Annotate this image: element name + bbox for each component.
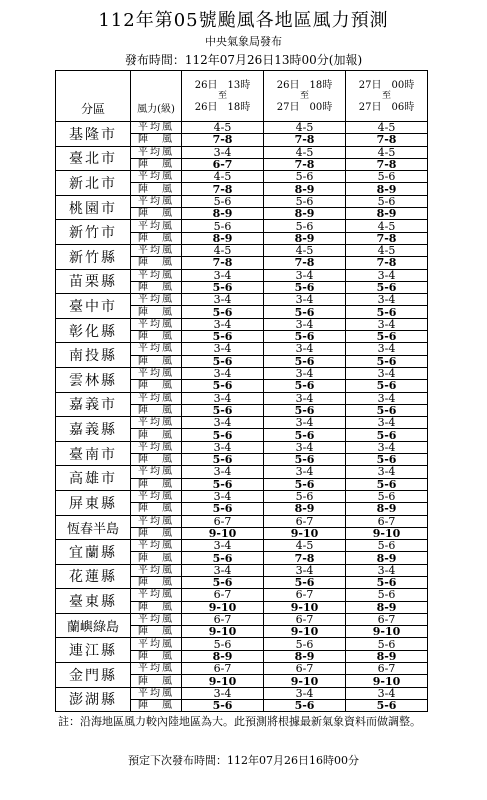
region-name: 南投縣	[56, 343, 131, 368]
gust-value: 5-6	[182, 478, 264, 490]
avg-wind-value: 5-6	[264, 490, 346, 502]
avg-wind-label: 平均風	[131, 564, 182, 576]
avg-wind-value: 3-4	[182, 343, 264, 355]
gust-value: 9-10	[264, 527, 346, 539]
region-name: 高雄市	[56, 466, 131, 491]
gust-value: 7-8	[346, 257, 428, 269]
gust-label: 陣 風	[131, 306, 182, 318]
gust-label: 陣 風	[131, 158, 182, 170]
gust-value: 5-6	[264, 699, 346, 711]
gust-label: 陣 風	[131, 429, 182, 441]
table-row	[56, 294, 428, 306]
avg-wind-value: 3-4	[346, 343, 428, 355]
gust-value: 5-6	[346, 454, 428, 466]
avg-wind-value: 5-6	[346, 540, 428, 552]
gust-value: 5-6	[182, 552, 264, 564]
gust-value: 5-6	[182, 576, 264, 588]
gust-value: 8-9	[182, 650, 264, 662]
region-name: 金門縣	[56, 663, 131, 688]
region-name: 雲林縣	[56, 367, 131, 392]
region-name: 嘉義市	[56, 392, 131, 417]
avg-wind-value: 5-6	[346, 490, 428, 502]
table-row	[56, 171, 428, 183]
gust-value: 5-6	[346, 404, 428, 416]
avg-wind-value: 5-6	[182, 638, 264, 650]
gust-value: 8-9	[264, 183, 346, 195]
table-row	[56, 122, 428, 134]
period-to: 至	[299, 90, 309, 101]
avg-wind-value: 4-5	[346, 122, 428, 134]
avg-wind-value: 3-4	[346, 392, 428, 404]
avg-wind-value: 6-7	[264, 589, 346, 601]
avg-wind-label: 平均風	[131, 244, 182, 256]
avg-wind-value: 4-5	[264, 122, 346, 134]
gust-value: 8-9	[346, 503, 428, 515]
document-title: 112年第05號颱風各地區風力預測	[98, 10, 389, 31]
gust-label: 陣 風	[131, 527, 182, 539]
gust-value: 8-9	[264, 650, 346, 662]
avg-wind-value: 3-4	[264, 564, 346, 576]
gust-value: 5-6	[346, 478, 428, 490]
gust-value: 7-8	[346, 232, 428, 244]
region-name: 苗栗縣	[56, 269, 131, 294]
gust-value: 5-6	[264, 331, 346, 343]
region-name: 花蓮縣	[56, 564, 131, 589]
avg-wind-value: 5-6	[182, 220, 264, 232]
gust-value: 5-6	[182, 503, 264, 515]
avg-wind-label: 平均風	[131, 613, 182, 625]
avg-wind-value: 5-6	[346, 638, 428, 650]
avg-wind-value: 3-4	[346, 367, 428, 379]
gust-value: 5-6	[182, 699, 264, 711]
region-name: 基隆市	[56, 122, 131, 147]
avg-wind-value: 6-7	[264, 515, 346, 527]
wind-level-column-header: 風力(級)	[131, 71, 182, 122]
table-row	[56, 269, 428, 281]
avg-wind-value: 3-4	[264, 367, 346, 379]
region-name: 新北市	[56, 171, 131, 196]
avg-wind-value: 3-4	[182, 146, 264, 158]
avg-wind-label: 平均風	[131, 392, 182, 404]
period-header-3	[346, 71, 428, 122]
avg-wind-value: 6-7	[182, 589, 264, 601]
avg-wind-value: 3-4	[182, 318, 264, 330]
avg-wind-value: 6-7	[182, 663, 264, 675]
period-start: 26日 13時	[194, 79, 251, 91]
gust-label: 陣 風	[131, 601, 182, 613]
avg-wind-label: 平均風	[131, 441, 182, 453]
avg-wind-value: 6-7	[264, 663, 346, 675]
avg-wind-value: 3-4	[346, 441, 428, 453]
avg-wind-value: 3-4	[182, 466, 264, 478]
avg-wind-value: 5-6	[182, 195, 264, 207]
period-end: 27日 00時	[276, 101, 333, 113]
table-row	[56, 220, 428, 232]
region-name: 蘭嶼綠島	[56, 613, 131, 638]
table-row	[56, 367, 428, 379]
gust-value: 7-8	[264, 158, 346, 170]
gust-value: 5-6	[182, 306, 264, 318]
gust-value: 5-6	[346, 699, 428, 711]
table-row	[56, 564, 428, 576]
gust-value: 8-9	[182, 208, 264, 220]
gust-value: 5-6	[264, 355, 346, 367]
region-name: 屏東縣	[56, 490, 131, 515]
gust-value: 5-6	[264, 380, 346, 392]
gust-value: 8-9	[264, 232, 346, 244]
gust-label: 陣 風	[131, 355, 182, 367]
avg-wind-label: 平均風	[131, 515, 182, 527]
gust-value: 7-8	[182, 134, 264, 146]
avg-wind-value: 6-7	[182, 613, 264, 625]
table-row	[56, 244, 428, 256]
table-row	[56, 663, 428, 675]
avg-wind-value: 3-4	[346, 687, 428, 699]
region-name: 恆春半島	[56, 515, 131, 540]
avg-wind-value: 3-4	[182, 564, 264, 576]
gust-label: 陣 風	[131, 699, 182, 711]
gust-value: 5-6	[182, 355, 264, 367]
avg-wind-value: 6-7	[346, 663, 428, 675]
avg-wind-value: 5-6	[346, 171, 428, 183]
avg-wind-value: 3-4	[182, 540, 264, 552]
gust-label: 陣 風	[131, 454, 182, 466]
avg-wind-value: 3-4	[264, 466, 346, 478]
region-name: 澎湖縣	[56, 687, 131, 712]
issue-time: 發布時間：112年07月26日13時00分(加報)	[124, 53, 363, 67]
avg-wind-label: 平均風	[131, 638, 182, 650]
gust-label: 陣 風	[131, 281, 182, 293]
region-name: 彰化縣	[56, 318, 131, 343]
avg-wind-value: 3-4	[182, 441, 264, 453]
gust-value: 7-8	[264, 134, 346, 146]
avg-wind-label: 平均風	[131, 146, 182, 158]
table-row	[56, 515, 428, 527]
region-name: 嘉義縣	[56, 417, 131, 442]
gust-label: 陣 風	[131, 650, 182, 662]
gust-value: 6-7	[182, 158, 264, 170]
table-row	[56, 638, 428, 650]
avg-wind-value: 6-7	[264, 613, 346, 625]
gust-value: 5-6	[264, 478, 346, 490]
table-row	[56, 417, 428, 429]
avg-wind-value: 4-5	[264, 540, 346, 552]
gust-value: 5-6	[346, 429, 428, 441]
avg-wind-label: 平均風	[131, 687, 182, 699]
next-issue-time: 預定下次發布時間：112年07月26日16時00分	[128, 754, 359, 767]
avg-wind-label: 平均風	[131, 417, 182, 429]
table-row	[56, 687, 428, 699]
gust-value: 9-10	[182, 527, 264, 539]
gust-value: 5-6	[264, 404, 346, 416]
avg-wind-label: 平均風	[131, 367, 182, 379]
table-row	[56, 441, 428, 453]
region-column-header: 分區	[56, 71, 131, 122]
avg-wind-value: 3-4	[346, 466, 428, 478]
footnote: 註：沿海地區風力較內陸地區為大。此預測將根據最新氣象資料而做調整。	[58, 715, 421, 728]
avg-wind-label: 平均風	[131, 466, 182, 478]
gust-value: 5-6	[264, 576, 346, 588]
table-row	[56, 589, 428, 601]
gust-value: 8-9	[182, 232, 264, 244]
avg-wind-label: 平均風	[131, 171, 182, 183]
gust-value: 5-6	[264, 429, 346, 441]
gust-value: 9-10	[346, 675, 428, 687]
gust-value: 5-6	[182, 454, 264, 466]
gust-value: 7-8	[182, 257, 264, 269]
avg-wind-label: 平均風	[131, 195, 182, 207]
gust-value: 7-8	[182, 183, 264, 195]
avg-wind-value: 3-4	[346, 564, 428, 576]
avg-wind-value: 3-4	[264, 343, 346, 355]
gust-label: 陣 風	[131, 183, 182, 195]
gust-value: 9-10	[182, 675, 264, 687]
table-row	[56, 466, 428, 478]
gust-value: 9-10	[346, 527, 428, 539]
avg-wind-value: 3-4	[264, 417, 346, 429]
avg-wind-value: 4-5	[182, 171, 264, 183]
table-row	[56, 146, 428, 158]
avg-wind-label: 平均風	[131, 663, 182, 675]
avg-wind-value: 4-5	[182, 244, 264, 256]
region-name: 桃園市	[56, 195, 131, 220]
avg-wind-label: 平均風	[131, 490, 182, 502]
wind-forecast-table	[55, 70, 428, 712]
avg-wind-value: 5-6	[346, 195, 428, 207]
avg-wind-value: 3-4	[346, 269, 428, 281]
avg-wind-value: 4-5	[346, 244, 428, 256]
avg-wind-value: 3-4	[182, 294, 264, 306]
gust-label: 陣 風	[131, 503, 182, 515]
table-row	[56, 392, 428, 404]
avg-wind-value: 4-5	[346, 220, 428, 232]
avg-wind-value: 3-4	[264, 441, 346, 453]
gust-value: 5-6	[182, 429, 264, 441]
avg-wind-value: 5-6	[264, 638, 346, 650]
table-row	[56, 613, 428, 625]
region-name: 連江縣	[56, 638, 131, 663]
region-name: 新竹縣	[56, 244, 131, 269]
avg-wind-label: 平均風	[131, 343, 182, 355]
region-name: 臺南市	[56, 441, 131, 466]
avg-wind-value: 6-7	[346, 515, 428, 527]
avg-wind-value: 3-4	[264, 392, 346, 404]
period-to: 至	[217, 90, 227, 101]
gust-label: 陣 風	[131, 232, 182, 244]
gust-value: 8-9	[346, 601, 428, 613]
gust-value: 8-9	[346, 552, 428, 564]
period-start: 27日 00時	[358, 79, 415, 91]
gust-value: 5-6	[182, 380, 264, 392]
avg-wind-value: 6-7	[182, 515, 264, 527]
region-name: 宜蘭縣	[56, 540, 131, 565]
avg-wind-value: 5-6	[264, 195, 346, 207]
gust-value: 9-10	[264, 626, 346, 638]
gust-value: 8-9	[346, 183, 428, 195]
gust-value: 5-6	[346, 576, 428, 588]
region-name: 臺東縣	[56, 589, 131, 614]
avg-wind-value: 3-4	[182, 490, 264, 502]
avg-wind-label: 平均風	[131, 294, 182, 306]
gust-label: 陣 風	[131, 208, 182, 220]
avg-wind-value: 5-6	[346, 589, 428, 601]
avg-wind-value: 4-5	[264, 244, 346, 256]
table-row	[56, 490, 428, 502]
avg-wind-value: 3-4	[346, 294, 428, 306]
avg-wind-value: 4-5	[346, 146, 428, 158]
period-end: 26日 18時	[194, 101, 251, 113]
gust-value: 5-6	[346, 306, 428, 318]
gust-value: 8-9	[264, 208, 346, 220]
issuing-agency: 中央氣象局發布	[205, 35, 282, 48]
avg-wind-label: 平均風	[131, 122, 182, 134]
table-row	[56, 195, 428, 207]
avg-wind-value: 3-4	[182, 417, 264, 429]
avg-wind-label: 平均風	[131, 589, 182, 601]
gust-value: 5-6	[346, 380, 428, 392]
gust-value: 7-8	[346, 158, 428, 170]
period-header-1	[182, 71, 264, 122]
region-name: 臺中市	[56, 294, 131, 319]
gust-label: 陣 風	[131, 626, 182, 638]
avg-wind-label: 平均風	[131, 318, 182, 330]
avg-wind-label: 平均風	[131, 269, 182, 281]
avg-wind-value: 3-4	[182, 687, 264, 699]
avg-wind-value: 5-6	[264, 220, 346, 232]
gust-value: 5-6	[346, 331, 428, 343]
table-header-row	[56, 71, 428, 122]
period-start: 26日 18時	[276, 79, 333, 91]
avg-wind-value: 3-4	[182, 392, 264, 404]
gust-value: 7-8	[346, 134, 428, 146]
avg-wind-value: 4-5	[264, 146, 346, 158]
gust-label: 陣 風	[131, 552, 182, 564]
gust-value: 9-10	[264, 675, 346, 687]
gust-label: 陣 風	[131, 134, 182, 146]
gust-value: 7-8	[264, 552, 346, 564]
avg-wind-label: 平均風	[131, 220, 182, 232]
gust-value: 5-6	[346, 355, 428, 367]
period-header-2	[264, 71, 346, 122]
gust-label: 陣 風	[131, 675, 182, 687]
period-end: 27日 06時	[358, 101, 415, 113]
avg-wind-value: 3-4	[182, 269, 264, 281]
avg-wind-value: 5-6	[264, 171, 346, 183]
avg-wind-value: 3-4	[264, 318, 346, 330]
table-row	[56, 318, 428, 330]
gust-value: 8-9	[346, 650, 428, 662]
gust-value: 5-6	[264, 306, 346, 318]
gust-value: 9-10	[182, 626, 264, 638]
avg-wind-value: 3-4	[182, 367, 264, 379]
table-row	[56, 343, 428, 355]
avg-wind-value: 3-4	[264, 269, 346, 281]
gust-value: 8-9	[264, 503, 346, 515]
avg-wind-value: 4-5	[182, 122, 264, 134]
avg-wind-label: 平均風	[131, 540, 182, 552]
gust-value: 5-6	[264, 281, 346, 293]
table-row	[56, 540, 428, 552]
gust-value: 5-6	[182, 281, 264, 293]
gust-value: 5-6	[264, 454, 346, 466]
gust-value: 9-10	[182, 601, 264, 613]
gust-value: 7-8	[264, 257, 346, 269]
gust-label: 陣 風	[131, 478, 182, 490]
avg-wind-value: 6-7	[346, 613, 428, 625]
gust-value: 9-10	[346, 626, 428, 638]
region-name: 臺北市	[56, 146, 131, 171]
gust-value: 8-9	[346, 208, 428, 220]
avg-wind-value: 3-4	[346, 318, 428, 330]
gust-label: 陣 風	[131, 576, 182, 588]
region-name: 新竹市	[56, 220, 131, 245]
avg-wind-value: 3-4	[346, 417, 428, 429]
period-to: 至	[381, 90, 391, 101]
gust-value: 5-6	[182, 331, 264, 343]
gust-label: 陣 風	[131, 404, 182, 416]
gust-label: 陣 風	[131, 257, 182, 269]
avg-wind-value: 3-4	[264, 687, 346, 699]
gust-label: 陣 風	[131, 380, 182, 392]
gust-label: 陣 風	[131, 331, 182, 343]
avg-wind-value: 3-4	[264, 294, 346, 306]
gust-value: 9-10	[264, 601, 346, 613]
gust-value: 5-6	[182, 404, 264, 416]
gust-value: 5-6	[346, 281, 428, 293]
